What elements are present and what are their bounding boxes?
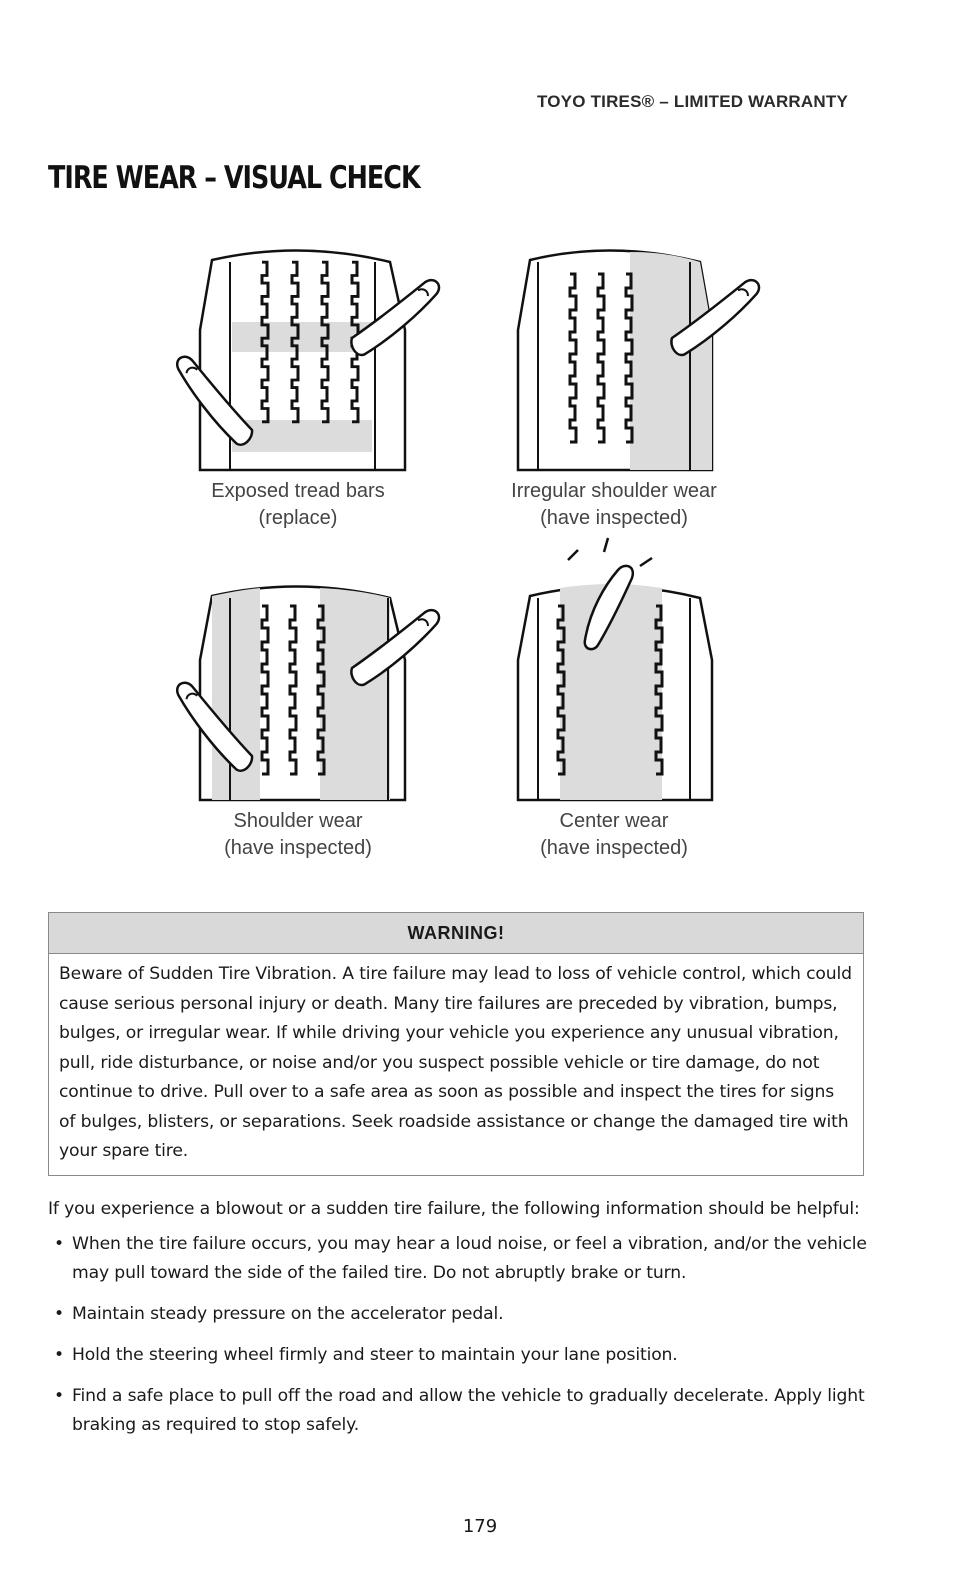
list-item: • Maintain steady pressure on the accelerator pedal. — [48, 1300, 868, 1329]
tread-bar — [232, 420, 372, 452]
tire-panel-shoulder-wear — [158, 586, 447, 800]
tire-panel-center-wear — [518, 538, 712, 800]
caption-line: Exposed tread bars — [211, 480, 385, 502]
caption-irregular-shoulder-wear — [464, 478, 764, 532]
caption-line: Center wear — [559, 810, 669, 832]
tire-panel-exposed-tread-bars — [158, 250, 447, 470]
list-item: • When the tire failure occurs, you may hear a loud noise, or feel a vibration, and/or the vehicle may pull toward the side of the failed tire. Do not abruptly brake or turn. — [48, 1230, 868, 1288]
caption-shoulder-wear — [148, 808, 448, 862]
caption-line: (have inspected) — [540, 507, 688, 529]
caption-line: (have inspected) — [224, 837, 372, 859]
running-header: TOYO TIRES® – LIMITED WARRANTY — [536, 92, 848, 111]
warning-box — [48, 912, 864, 1176]
body-section — [48, 1195, 868, 1452]
warning-text: Beware of Sudden Tire Vibration. A tire failure may lead to loss of vehicle control, which could cause serious personal injury or death. Many tire failures are preceded by vibration, bumps, bulges, or irregular wear. If while driving your vehicle you experience any unusual vibration, pull, ride disturbance, or noise and/or you suspect possible vehicle or tire damage, do not continue to drive. Pull over to a safe area as soon as possible and inspect the tires for signs of bulges, blisters, or separations. Seek roadside assistance or change the damaged tire with your spare tire. — [59, 964, 852, 1161]
list-item: • Find a safe place to pull off the road and allow the vehicle to gradually decelerate. Apply light braking as required to stop safely. — [48, 1382, 868, 1440]
caption-line: (replace) — [258, 507, 338, 529]
caption-center-wear — [464, 808, 764, 862]
caption-exposed-tread-bars — [148, 478, 448, 532]
page-number: 179 — [462, 1516, 498, 1537]
bullet-list — [48, 1230, 868, 1440]
tire-panel-irregular-shoulder-wear — [518, 250, 767, 470]
caption-line: (have inspected) — [540, 837, 688, 859]
intro-paragraph: If you experience a blowout or a sudden tire failure, the following information should be helpful: — [48, 1199, 860, 1219]
section-title: TIRE WEAR – VISUAL CHECK — [48, 160, 420, 196]
caption-line: Shoulder wear — [233, 810, 363, 832]
caption-line: Irregular shoulder wear — [511, 480, 717, 502]
warning-heading: WARNING! — [49, 913, 863, 954]
list-item: • Hold the steering wheel firmly and steer to maintain your lane position. — [48, 1341, 868, 1370]
